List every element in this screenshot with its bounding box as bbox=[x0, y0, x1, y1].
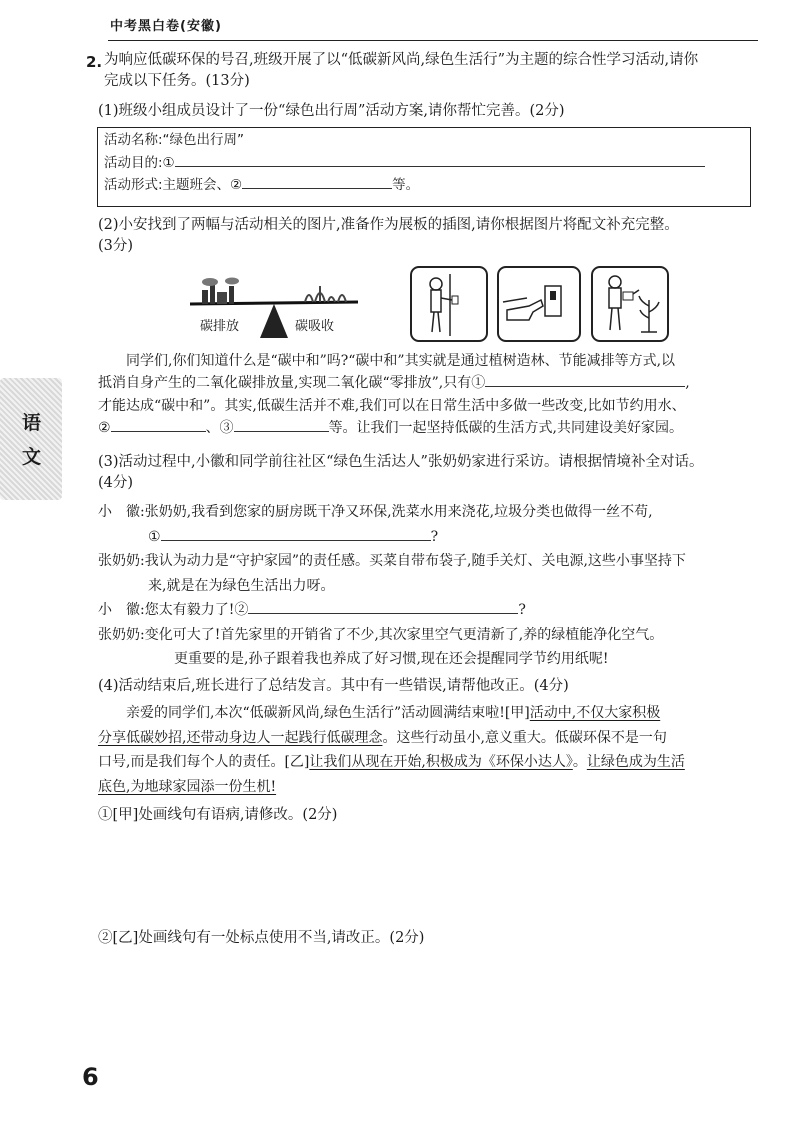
part2-para-line-1: 同学们,你们知道什么是“碳中和”吗?“碳中和”其实就是通过植树造林、节能减排等方式,以 bbox=[126, 353, 676, 369]
summary-line-1-underlined: 活动中,不仅大家积极 bbox=[529, 705, 661, 721]
speaker-grandma: 张奶奶: bbox=[98, 553, 145, 569]
goal-blank[interactable] bbox=[175, 152, 705, 167]
dialogue-4-line-1: 变化可大了!首先家里的开销省了不少,其次家里空气更清新了,养的绿植能净化空气。 bbox=[144, 626, 664, 643]
form-blank[interactable] bbox=[242, 174, 392, 189]
part3-prompt-line-1: (3)活动过程中,小徽和同学前往社区“绿色生活达人”张奶奶家进行采访。请根据情境补全对话。 bbox=[98, 454, 704, 470]
blank-1[interactable] bbox=[485, 372, 685, 387]
activity-form-row bbox=[104, 174, 744, 197]
activity-goal-label: 活动目的:① bbox=[104, 154, 175, 171]
part3-prompt-line-2: (4分) bbox=[98, 475, 134, 492]
summary-line-2-underlined: 分享低碳妙招,还带动身边人一起践行低碳理念 bbox=[98, 729, 383, 746]
summary-line-1-text: 亲爱的同学们,本次“低碳新风尚,绿色生活行”活动圆满结束啦![甲] bbox=[126, 705, 530, 721]
part2-para-line-4-c: 等。让我们一起坚持低碳的生活方式,共同建设美好家园。 bbox=[328, 420, 684, 437]
speaker-grandma-2: 张奶奶: bbox=[98, 626, 145, 643]
part2-prompt bbox=[98, 215, 768, 257]
dialogue-1-line-1: 张奶奶,我看到您家的厨房既干净又环保,洗菜水用来浇花,垃圾分类也做得一丝不苟, bbox=[144, 504, 653, 520]
dialogue-3-text: 您太有毅力了!② bbox=[144, 602, 249, 618]
part4-prompt: (4)活动结束后,班长进行了总结发言。其中有一些错误,请帮他改正。(4分) bbox=[98, 678, 569, 694]
seesaw-left-label: 碳排放 bbox=[200, 319, 240, 334]
part2-para-line-2 bbox=[98, 372, 768, 394]
intro-line-1: 为响应低碳环保的号召,班级开展了以“低碳新风尚,绿色生活行”为主题的综合性学习活动,请你 bbox=[104, 52, 699, 68]
part2-para-line-3: 才能达成“碳中和”。其实,低碳生活并不难,我们可以在日常生活中多做一些改变,比如节约用水、 bbox=[98, 397, 686, 414]
dialogue-2-line-1: 我认为动力是“守护家园”的责任感。买菜自带布袋子,随手关灯、关电源,这些小事坚持下 bbox=[144, 553, 686, 569]
part2-prompt-line-2: (3分) bbox=[98, 238, 134, 255]
side-char-1: 语 bbox=[22, 412, 42, 434]
activity-form-suffix: 等。 bbox=[392, 177, 420, 194]
header-divider bbox=[108, 40, 758, 41]
dialogue-4-line-2: 更重要的是,孙子跟着我也养成了好习惯,现在还会提醒同学节约用纸呢! bbox=[174, 651, 609, 667]
activity-name: 活动名称:“绿色出行周” bbox=[104, 132, 245, 148]
blank-3[interactable] bbox=[234, 417, 329, 432]
speaker-xiaohui-2: 小 徽: bbox=[98, 602, 145, 618]
dialogue-blank-2[interactable] bbox=[248, 599, 518, 614]
summary-line-3 bbox=[98, 750, 768, 775]
dialogue-1-line-2-row bbox=[98, 525, 768, 550]
dialogue-3 bbox=[98, 598, 768, 623]
part1-prompt: (1)班级小组成员设计了一份“绿色出行周”活动方案,请你帮忙完善。(2分) bbox=[98, 103, 565, 119]
dialogue bbox=[98, 500, 768, 672]
summary-line-3-dot: 。 bbox=[572, 754, 587, 770]
dialogue-1-line-2-end: ? bbox=[430, 528, 439, 545]
panel-watering-plant-icon bbox=[591, 266, 669, 342]
activity-form-label: 活动形式:主题班会、② bbox=[104, 177, 243, 194]
activity-goal-row bbox=[104, 152, 744, 175]
summary-line-4-underlined: 底色,为地球家园添一份生机! bbox=[98, 778, 277, 795]
dialogue-1-line-2-marker: ① bbox=[148, 528, 161, 545]
summary-line-2 bbox=[98, 726, 768, 751]
question-intro bbox=[104, 50, 764, 92]
dialogue-4 bbox=[98, 623, 768, 648]
summary-line-4 bbox=[98, 775, 768, 800]
summary-line-1 bbox=[98, 701, 768, 726]
question-number: 2. bbox=[86, 53, 103, 71]
summary-line-3-underlined-2: 让绿色成为生活 bbox=[586, 754, 685, 770]
page-number: 6 bbox=[82, 1063, 99, 1091]
dialogue-2 bbox=[98, 549, 768, 574]
speaker-xiaohui: 小 徽: bbox=[98, 504, 145, 520]
blank-2[interactable] bbox=[111, 417, 206, 432]
panel-turn-off-switch-icon bbox=[410, 266, 488, 342]
part4-question-2: ②[乙]处画线句有一处标点使用不当,请改正。(2分) bbox=[98, 930, 425, 946]
dialogue-3-end: ? bbox=[518, 602, 526, 618]
dialogue-blank-1[interactable] bbox=[161, 526, 431, 541]
part2-para-line-4-b: 、③ bbox=[205, 420, 234, 437]
side-char-2: 文 bbox=[22, 446, 42, 468]
panel-hand-switch-icon bbox=[497, 266, 581, 342]
seesaw-right-label: 碳吸收 bbox=[295, 319, 335, 334]
part2-paragraph bbox=[98, 350, 768, 440]
summary-line-3-underlined: 让我们从现在开始,积极成为《环保小达人》 bbox=[309, 754, 573, 770]
summary-speech bbox=[98, 701, 768, 799]
subject-side-tab bbox=[0, 378, 62, 500]
header-title: 中考黑白卷(安徽) bbox=[110, 19, 222, 34]
summary-line-2-text: 。这些行动虽小,意义重大。低碳环保不是一句 bbox=[382, 729, 667, 746]
dialogue-1 bbox=[98, 500, 768, 525]
part2-prompt-line-1: (2)小安找到了两幅与活动相关的图片,准备作为展板的插图,请你根据图片将配文补充完整。 bbox=[98, 217, 679, 233]
part2-para-line-4-a: ② bbox=[98, 420, 111, 437]
part2-para-line-4 bbox=[98, 417, 768, 439]
part3-prompt bbox=[98, 452, 768, 494]
activity-plan-box bbox=[97, 127, 751, 207]
summary-line-3-text: 口号,而是我们每个人的责任。[乙] bbox=[98, 754, 310, 770]
dialogue-2-line-2: 来,就是在为绿色生活出力呀。 bbox=[148, 577, 335, 594]
part2-para-line-2-text: 抵消自身产生的二氧化碳排放量,实现二氧化碳“零排放”,只有① bbox=[98, 375, 486, 392]
part4-question-1: ①[甲]处画线句有语病,请修改。(2分) bbox=[98, 807, 338, 823]
intro-line-2: 完成以下任务。(13分) bbox=[104, 73, 250, 90]
part2-para-line-2-end: , bbox=[685, 375, 690, 392]
